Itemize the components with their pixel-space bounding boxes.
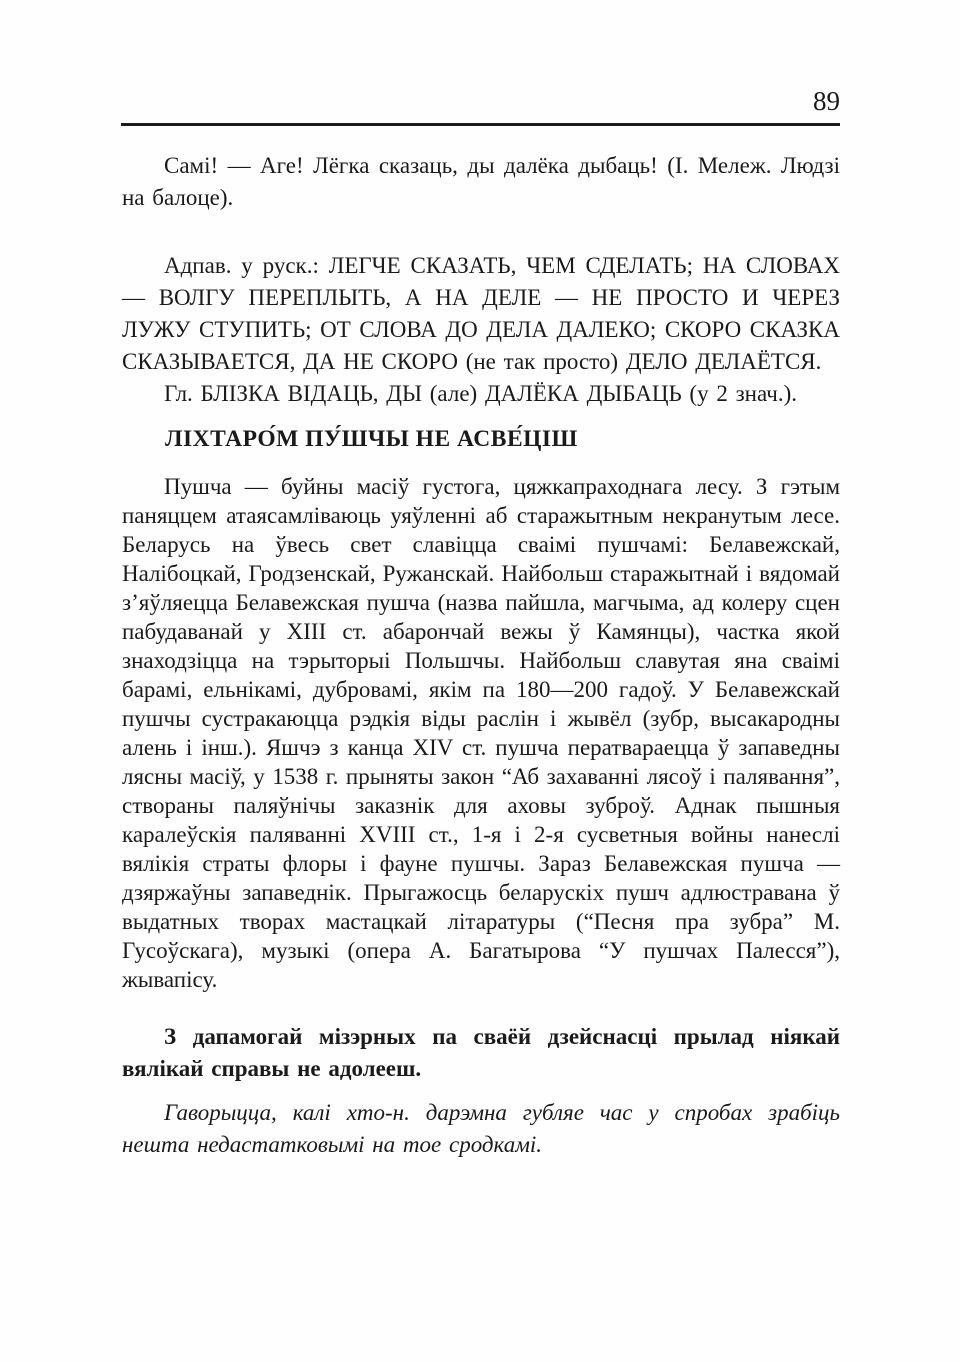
proverb-example-quote: Самі! — Аге! Лёгка сказаць, ды далёка дыбаць! (І. Мележ. Людзі на балоце). — [122, 153, 840, 210]
page-number: 89 — [813, 86, 840, 116]
entry-heading: ЛІХТАРО́М ПУ́ШЧЫ НЕ АСВЕ́ЦІШ — [165, 426, 578, 452]
entry-body-paragraph: Пушча — буйны масіў густога, цяжкапраходнага лесу. З гэтым паняццем атаясамліваюць уяўленні аб старажытным некранутым лесе. Беларусь на ўвесь свет славіцца сваімі пушчамі: Белавежскай, Налібоцкай, Гродзенскай, Ружанскай. Найбольш старажытнай і вядомай з’яўляецца Белавежская пушча (назва пайшла, магчыма, ад колеру сцен пабудаванай у XIII ст. абарончай вежы ў Камянцы), частка якой знаходзіцца на тэрыторыі Польшчы. Найбольш славутая яна сваімі барамі, ельнікамі, дубровамі, якім па 180—200 гадоў. У Белавежскай пушчы сустракаюцца рэдкія віды раслін і жывёл (зубр, высакародны алень і інш.). Яшчэ з канца XIV ст. пушча ператвараецца ў запаведны лясны масіў, у 1538 г. прыняты закон “Аб захаванні лясоў і палявання”, створаны паляўнічы заказнік для аховы зуброў. Аднак пышныя каралеўскія паляванні XVIII ст., 1-я і 2-я сусветныя войны нанеслі вялікія страты флоры і фауне пушчы. Зараз Белавежская пушча — дзяржаўны запаведнік. Прыгажосць беларускіх пушч адлюстравана ў выдатных творах мастацкай літаратуры (“Песня пра зубра” М. Гусоўскага), музыкі (опера А. Багатырова “У пушчах Палесся”), жывапісу. — [122, 474, 840, 992]
cross-reference-paragraph: Гл. БЛІЗКА ВІДАЦЬ, ДЫ (але) ДАЛЁКА ДЫБАЦЬ (у 2 знач.). — [164, 381, 797, 406]
russian-equivalents-paragraph: Адпав. у руск.: ЛЕГЧЕ СКАЗАТЬ, ЧЕМ СДЕЛАТЬ; НА СЛОВАХ — ВОЛГУ ПЕРЕПЛЫТЬ, А НА ДЕЛЕ — НЕ ПРОСТО И ЧЕРЕЗ ЛУЖУ СТУПИТЬ; ОТ СЛОВА ДО ДЕЛА ДАЛЕКО; СКОРО СКАЗКА СКАЗЫВАЕТСЯ, ДА НЕ СКОРО (не так просто) ДЕЛО ДЕЛАЁТСЯ. — [122, 253, 840, 374]
page-header — [122, 86, 840, 116]
next-proverb-headword: З дапамогай мізэрных па сваёй дзейснасці прылад ніякай вялікай справы не адолееш. — [122, 1024, 840, 1081]
text-block — [122, 150, 840, 1161]
usage-note-paragraph: Гаворыцца, калі хто-н. дарэмна губляе час у спробах зрабіць нешта недастатковымі на тое сродкамі. — [122, 1100, 840, 1157]
header-rule — [121, 123, 840, 126]
